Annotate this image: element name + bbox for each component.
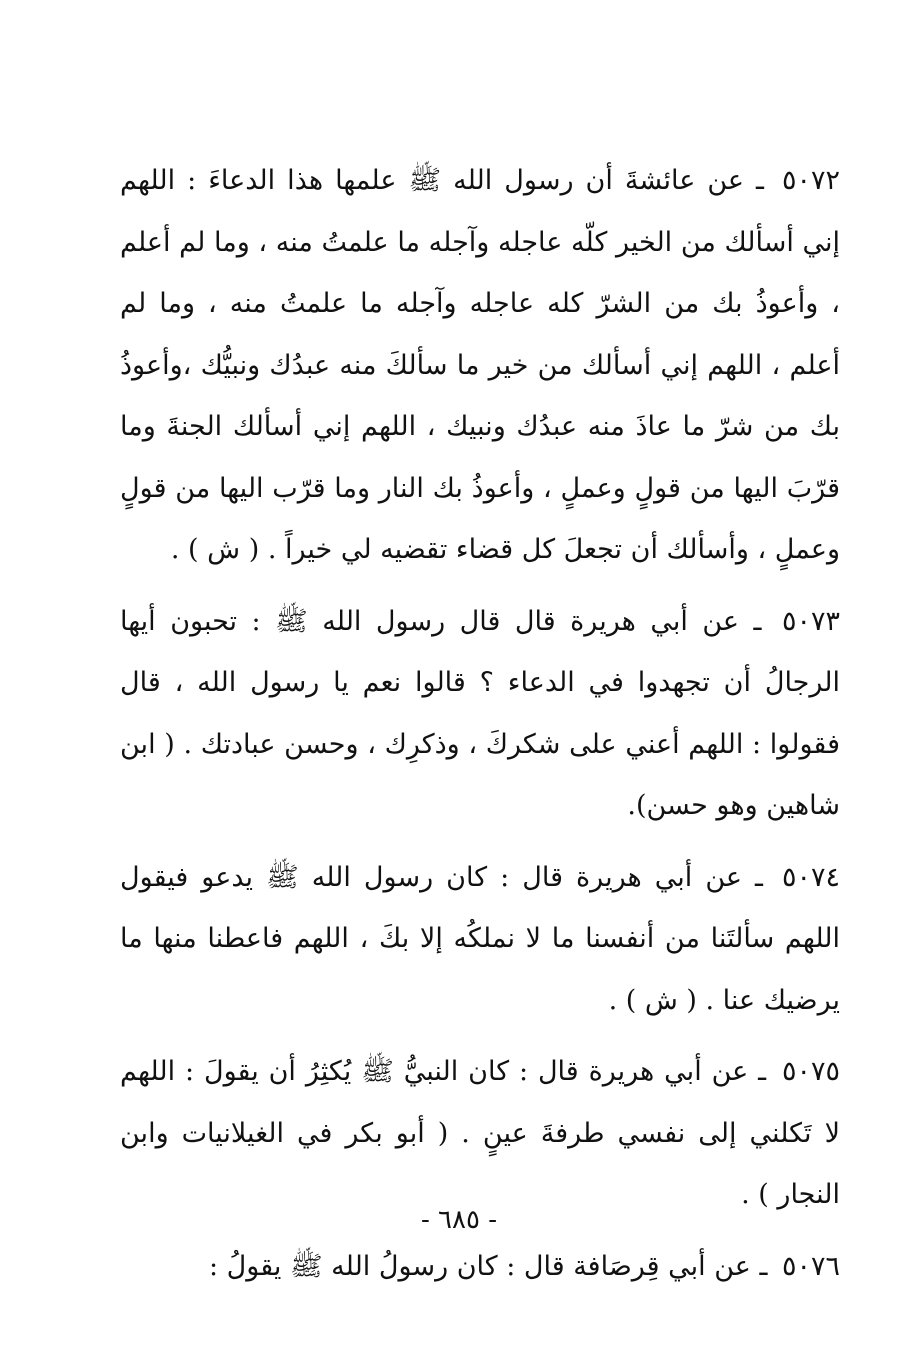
- hadith-number: ٥٠٧٤: [781, 861, 840, 893]
- hadith-entry-5073: [120, 591, 840, 837]
- page-body: [120, 150, 840, 1297]
- hadith-entry-5072: [120, 150, 840, 581]
- hadith-entry-5074: [120, 847, 840, 1032]
- hadith-text: ـ عن أبي قِرصَافة قال : كان رسولُ الله ﷺ يقولُ :: [208, 1250, 768, 1282]
- hadith-number: ٥٠٧٢: [781, 165, 840, 196]
- hadith-entry-5075: [120, 1041, 840, 1226]
- hadith-number: ٥٠٧٣: [781, 605, 840, 637]
- hadith-text: ـ عن أبي هريرة قال قال رسول الله ﷺ : تحبون أيها الرجالُ أن تجهدوا في الدعاء ؟ قالوا نعم يا رسول الله ، قال فقولوا : اللهم أعني على شكركَ ، وذكرِك ، وحسن عبادتك . ( ابن شاهين وهو حسن).: [120, 605, 840, 821]
- hadith-number: ٥٠٧٥: [781, 1056, 840, 1087]
- hadith-text: ـ عن عائشةَ أن رسول الله ﷺ علمها هذا الدعاءَ : اللهم إني أسألك من الخير كلّه عاجله وآجله ما علمتُ منه ، وما لم أعلم ، وأعوذُ بك من الشرّ كله عاجله وآجله ما علمتُ منه ، وما لم أعلم ، اللهم إني أسألك من خير ما سألكَ منه عبدُك ونبيُّك ،وأعوذُ بك من شرّ ما عاذَ منه عبدُك ونبيك ، اللهم إني أسألك الجنةَ وما قرّبَ اليها من قولٍ وعملٍ ، وأعوذُ بك النار وما قرّب اليها من قولٍ وعملٍ ، وأسألك أن تجعلَ كل قضاء تقضيه لي خيراً . ( ش ) .: [120, 165, 840, 565]
- hadith-text: ـ عن أبي هريرة قال : كان رسول الله ﷺ يدعو فيقول اللهم سألتَنا من أنفسنا ما لا نملكُه إلا بكَ ، اللهم فاعطنا منها ما يرضيك عنا . ( ش ) .: [120, 861, 840, 1016]
- hadith-entry-5076: [120, 1236, 840, 1298]
- hadith-text: ـ عن أبي هريرة قال : كان النبيُّ ﷺ يُكثِرُ أن يقولَ : اللهم لا تَكلني إلى نفسي طرفةَ عينٍ . ( أبو بكر في الغيلانيات وابن النجار ) .: [120, 1056, 840, 1210]
- hadith-number: ٥٠٧٦: [781, 1250, 840, 1282]
- page-number: - ٦٨٥ -: [420, 1205, 498, 1235]
